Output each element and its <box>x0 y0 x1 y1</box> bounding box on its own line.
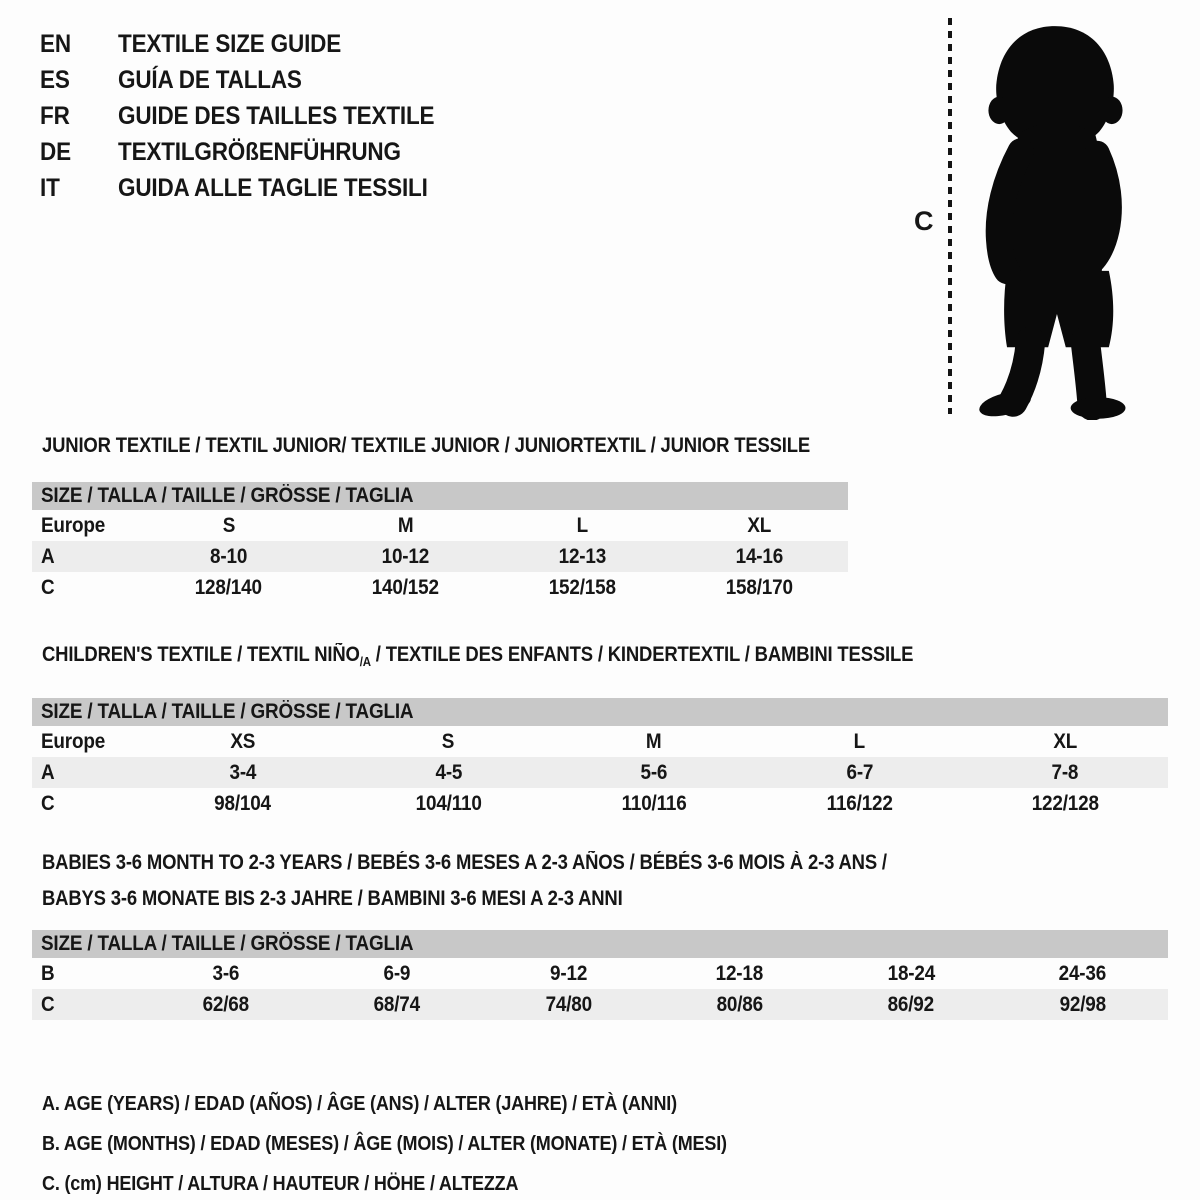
size-header-bar <box>32 482 848 510</box>
table-cell <box>654 993 825 1017</box>
cell-value: 104/110 <box>415 791 482 815</box>
title-text: / TEXTILE DES ENFANTS / KINDERTEXTIL / BAMBINI TESSILE <box>370 643 914 666</box>
cell-value: 7-8 <box>1051 760 1079 784</box>
language-code: ES <box>40 65 70 94</box>
table-cell <box>140 993 311 1017</box>
cell-value: 18-24 <box>887 961 935 985</box>
section-title <box>42 643 1033 674</box>
cell-value: XL <box>747 513 772 537</box>
cell-value: 62/68 <box>202 992 249 1016</box>
table-cell <box>551 730 757 754</box>
section-title <box>42 881 1033 917</box>
cell-value: XL <box>1053 729 1078 753</box>
row-label <box>32 792 140 816</box>
cell-value: 140/152 <box>371 575 440 599</box>
section-title <box>42 845 1033 881</box>
table-cell <box>757 792 963 816</box>
cell-value: 10-12 <box>381 544 430 568</box>
size-table <box>32 726 1168 819</box>
cell-value: 74/80 <box>545 992 592 1016</box>
language-title: GUÍA DE TALLAS <box>118 65 302 94</box>
table-row <box>32 572 848 603</box>
language-row <box>40 98 470 134</box>
cell-value: M <box>397 513 414 537</box>
cell-value: 6-9 <box>383 961 411 985</box>
table-cell <box>962 761 1168 785</box>
table-row <box>32 989 1168 1020</box>
cell-value: 3-6 <box>212 961 240 985</box>
table-cell <box>997 962 1168 986</box>
cell-value: 110/116 <box>621 791 687 815</box>
table-row <box>32 958 1168 989</box>
table-cell <box>483 962 654 986</box>
table-cell <box>551 792 757 816</box>
table-cell <box>140 514 317 538</box>
table-cell <box>962 792 1168 816</box>
cell-value: 98/104 <box>214 791 272 815</box>
table-cell <box>671 576 848 600</box>
cell-value: 5-6 <box>640 760 668 784</box>
title-subscript: /A <box>359 654 371 670</box>
table-row <box>32 541 848 572</box>
section-title <box>42 434 811 458</box>
section-title-block <box>42 643 1168 674</box>
row-label-text: Europe <box>41 729 106 753</box>
cell-value: 80/86 <box>716 992 763 1016</box>
table-row <box>32 726 1168 757</box>
row-label-text: A <box>41 544 55 568</box>
table-cell <box>825 993 996 1017</box>
cell-value: 92/98 <box>1059 992 1106 1016</box>
cell-value: 3-4 <box>229 760 257 784</box>
cell-value: 128/140 <box>194 575 263 599</box>
size-header-label: SIZE / TALLA / TAILLE / GRÖSSE / TAGLIA <box>41 484 414 507</box>
language-row <box>40 170 470 206</box>
language-row <box>40 62 470 98</box>
table-cell <box>317 576 494 600</box>
row-label <box>32 730 140 754</box>
language-code: FR <box>40 101 70 130</box>
cell-value: 14-16 <box>735 544 784 568</box>
legend-line: A. AGE (YEARS) / EDAD (AÑOS) / ÂGE (ANS) / ALTER (JAHRE) / ETÀ (ANNI) <box>42 1093 677 1115</box>
row-label-text: B <box>41 961 55 985</box>
table-cell <box>825 962 996 986</box>
title-text: BABIES 3-6 MONTH TO 2-3 YEARS / BEBÉS 3-6 MESES A 2-3 AÑOS / BÉBÉS 3-6 MOIS À 2-3 ANS / <box>42 851 887 874</box>
table-cell <box>317 545 494 569</box>
table-cell <box>140 576 317 600</box>
table-cell <box>671 514 848 538</box>
cell-value: 158/170 <box>725 575 794 599</box>
language-code: IT <box>40 173 60 202</box>
cell-value: 12-18 <box>715 961 764 985</box>
language-row <box>40 26 470 62</box>
cell-value: 24-36 <box>1058 961 1107 985</box>
table-cell <box>140 761 346 785</box>
table-cell <box>311 993 482 1017</box>
figure-area <box>880 0 1170 430</box>
language-title: GUIDE DES TAILLES TEXTILE <box>118 101 435 130</box>
section-children-textile <box>32 643 1168 819</box>
table-cell <box>494 514 671 538</box>
cell-value: S <box>442 729 455 753</box>
legend <box>42 1084 803 1200</box>
size-table <box>32 510 848 603</box>
cell-value: 8-10 <box>209 544 248 568</box>
section-babies-textile <box>32 845 1168 1020</box>
cell-value: 68/74 <box>373 992 421 1016</box>
cell-value: XS <box>230 729 256 753</box>
cell-value: 9-12 <box>549 961 587 985</box>
height-dashed-line <box>948 18 952 414</box>
cell-value: 122/128 <box>1031 791 1099 815</box>
cell-value: 116/122 <box>826 791 893 815</box>
table-cell <box>671 545 848 569</box>
table-cell <box>140 962 311 986</box>
table-cell <box>494 545 671 569</box>
toddler-silhouette-icon <box>962 20 1148 420</box>
table-row <box>32 510 848 541</box>
table-cell <box>654 962 825 986</box>
cell-value: L <box>576 513 589 537</box>
table-row <box>32 788 1168 819</box>
row-label-text: C <box>41 575 55 599</box>
section-junior-textile <box>32 434 848 603</box>
cell-value: 6-7 <box>846 760 873 784</box>
cell-value: 86/92 <box>887 992 935 1016</box>
table-cell <box>346 761 552 785</box>
language-code: EN <box>40 29 71 58</box>
size-header-label: SIZE / TALLA / TAILLE / GRÖSSE / TAGLIA <box>41 932 414 955</box>
table-cell <box>997 993 1168 1017</box>
cell-value: L <box>853 729 866 753</box>
row-label-text: A <box>41 760 55 784</box>
cell-value: M <box>646 729 662 753</box>
table-cell <box>483 993 654 1017</box>
height-marker-label: C <box>914 206 934 236</box>
table-cell <box>551 761 757 785</box>
cell-value: 4-5 <box>434 760 462 784</box>
table-cell <box>140 730 346 754</box>
row-label-text: C <box>41 992 55 1016</box>
table-cell <box>311 962 482 986</box>
cell-value: S <box>222 513 235 537</box>
language-title: TEXTILGRÖßENFÜHRUNG <box>118 137 401 166</box>
language-title: GUIDA ALLE TAGLIE TESSILI <box>118 173 428 202</box>
table-cell <box>317 514 494 538</box>
row-label-text: C <box>41 791 55 815</box>
title-text: JUNIOR TEXTILE / TEXTIL JUNIOR/ TEXTILE JUNIOR / JUNIORTEXTIL / JUNIOR TESSILE <box>42 434 811 457</box>
title-text: CHILDREN'S TEXTILE / TEXTIL NIÑO <box>42 643 360 666</box>
table-row <box>32 757 1168 788</box>
legend-line: B. AGE (MONTHS) / EDAD (MESES) / ÂGE (MOIS) / ALTER (MONATE) / ETÀ (MESI) <box>42 1133 727 1155</box>
size-header-bar <box>32 930 1168 958</box>
size-header-label: SIZE / TALLA / TAILLE / GRÖSSE / TAGLIA <box>41 700 414 724</box>
size-table <box>32 958 1168 1020</box>
cell-value: 152/158 <box>548 575 617 599</box>
language-title: TEXTILE SIZE GUIDE <box>118 29 342 58</box>
cell-value: 12-13 <box>558 544 607 568</box>
legend-line: C. (cm) HEIGHT / ALTURA / HAUTEUR / HÖHE / ALTEZZA <box>42 1173 519 1195</box>
language-list <box>40 26 470 206</box>
row-label <box>32 514 140 538</box>
row-label <box>32 576 140 600</box>
table-cell <box>140 792 346 816</box>
table-cell <box>757 761 963 785</box>
table-cell <box>346 730 552 754</box>
size-header-bar <box>32 698 1168 726</box>
table-cell <box>757 730 963 754</box>
row-label <box>32 545 140 569</box>
row-label <box>32 761 140 785</box>
title-text: BABYS 3-6 MONATE BIS 2-3 JAHRE / BAMBINI 3-6 MESI A 2-3 ANNI <box>42 887 623 910</box>
section-title-block <box>42 845 1168 917</box>
table-cell <box>494 576 671 600</box>
language-code: DE <box>40 137 71 166</box>
row-label <box>32 962 140 986</box>
language-row <box>40 134 470 170</box>
table-cell <box>962 730 1168 754</box>
table-cell <box>140 545 317 569</box>
section-title-block <box>42 434 848 458</box>
table-cell <box>346 792 552 816</box>
row-label-text: Europe <box>41 513 106 537</box>
row-label <box>32 993 140 1017</box>
